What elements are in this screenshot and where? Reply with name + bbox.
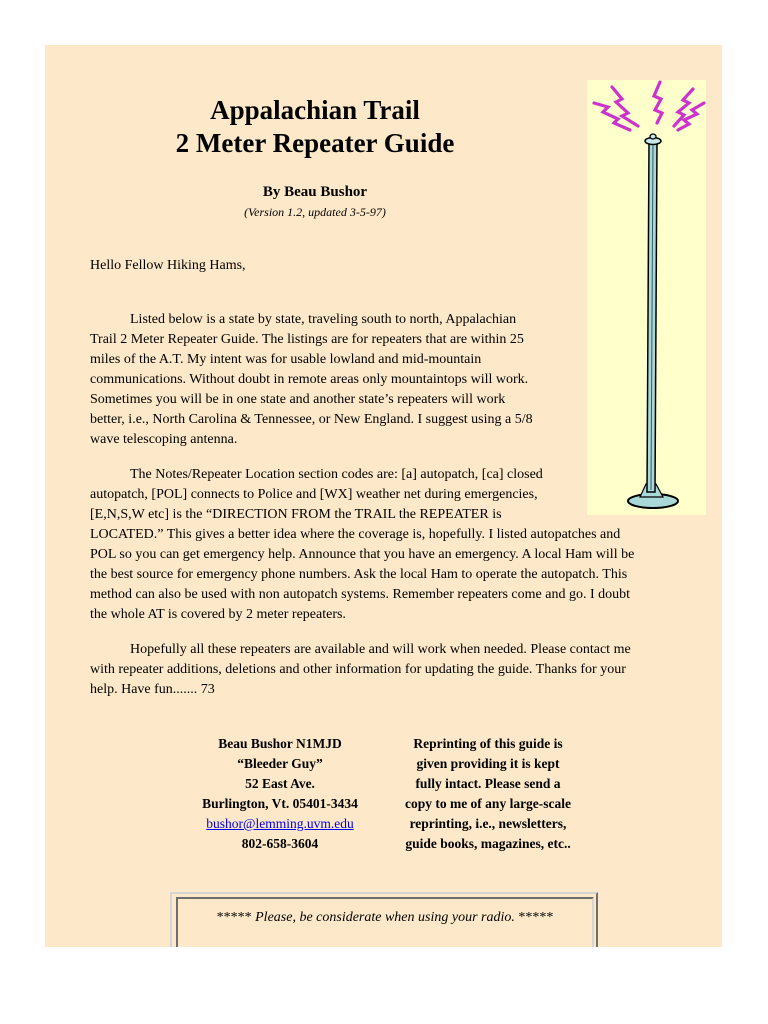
footer-stars-left: ***** — [216, 910, 252, 925]
paragraph-line: help. Have fun....... 73 — [90, 682, 215, 697]
contact-city: Burlington, Vt. 05401-3434 — [202, 796, 358, 811]
paragraph-line: the whole AT is covered by 2 meter repeaters. — [90, 607, 346, 622]
paragraph-closing — [90, 640, 631, 700]
footer-stars-right: ***** — [518, 910, 554, 925]
paragraph-line: The Notes/Repeater Location section codes are: [a] autopatch, [ca] closed — [130, 467, 543, 482]
version-note: (Version 1.2, updated 3-5-97) — [244, 205, 386, 219]
contact-phone: 802-658-3604 — [241, 836, 319, 851]
contact-email-link[interactable]: bushor@lemming.uvm.edu — [206, 816, 354, 831]
paragraph-line: Hopefully all these repeaters are available and will work when needed. Please contact me — [130, 642, 631, 657]
title-line-2: 2 Meter Repeater Guide — [175, 128, 455, 158]
title-line-1: Appalachian Trail — [210, 95, 420, 125]
contact-street: 52 East Ave. — [245, 776, 315, 791]
contact-nickname: “Bleeder Guy” — [237, 756, 323, 771]
paragraph-line: Sometimes you will be in one state and another state’s repeaters will work — [90, 392, 506, 407]
paragraph-line: autopatch, [POL] connects to Police and [WX] weather net during emergencies, — [90, 487, 538, 502]
reprint-line: given providing it is kept — [416, 756, 560, 771]
paragraph-line: POL so you can get emergency help. Announce that you have an emergency. A local Ham will be — [90, 547, 635, 562]
radio-antenna-icon — [587, 80, 706, 515]
footer-cell — [176, 897, 594, 947]
paragraph-line: LOCATED.” This gives a better idea where the coverage is, hopefully. I listed autopatches and — [90, 527, 621, 542]
paragraph-line: wave telescoping antenna. — [90, 432, 238, 447]
antenna-tip — [650, 134, 656, 139]
paragraph-codes — [90, 465, 634, 625]
reprint-notice — [373, 734, 603, 854]
paragraph-intro — [90, 310, 533, 450]
greeting: Hello Fellow Hiking Hams, — [90, 258, 246, 273]
paragraph-line: Listed below is a state by state, traveling south to north, Appalachian — [130, 312, 517, 327]
paragraph-line: with repeater additions, deletions and other information for updating the guide. Thanks for your — [90, 662, 626, 677]
document-title — [45, 94, 585, 160]
reprint-line: fully intact. Please send a — [415, 776, 561, 791]
paragraph-line: the best source for emergency phone numbers. Ask the local Ham to operate the autopatch. This — [90, 567, 628, 582]
author-byline: By Beau Bushor — [262, 184, 368, 200]
paragraph-line: communications. Without doubt in remote areas only mountaintops will work. — [90, 372, 529, 387]
paragraph-line: better, i.e., North Carolina & Tennessee, or New England. I suggest using a 5/8 — [90, 412, 533, 427]
footer-message: Please, be considerate when using your radio. — [255, 910, 515, 925]
paragraph-line: Trail 2 Meter Repeater Guide. The listings are for repeaters that are within 25 — [90, 332, 524, 347]
contact-name: Beau Bushor N1MJD — [218, 736, 342, 751]
paragraph-line: miles of the A.T. My intent was for usable lowland and mid-mountain — [90, 352, 482, 367]
document-page — [45, 45, 722, 947]
reprint-line: Reprinting of this guide is — [413, 736, 563, 751]
footer-box — [170, 892, 598, 947]
reprint-line: reprinting, i.e., newsletters, — [409, 816, 567, 831]
paragraph-line: method can also be used with non autopatch systems. Remember repeaters come and go. I doubt — [90, 587, 631, 602]
paragraph-line: [E,N,S,W etc] is the “DIRECTION FROM the TRAIL the REPEATER is — [90, 507, 502, 522]
reprint-line: guide books, magazines, etc.. — [405, 836, 571, 851]
reprint-line: copy to me of any large-scale — [404, 796, 572, 811]
contact-block — [180, 734, 380, 854]
